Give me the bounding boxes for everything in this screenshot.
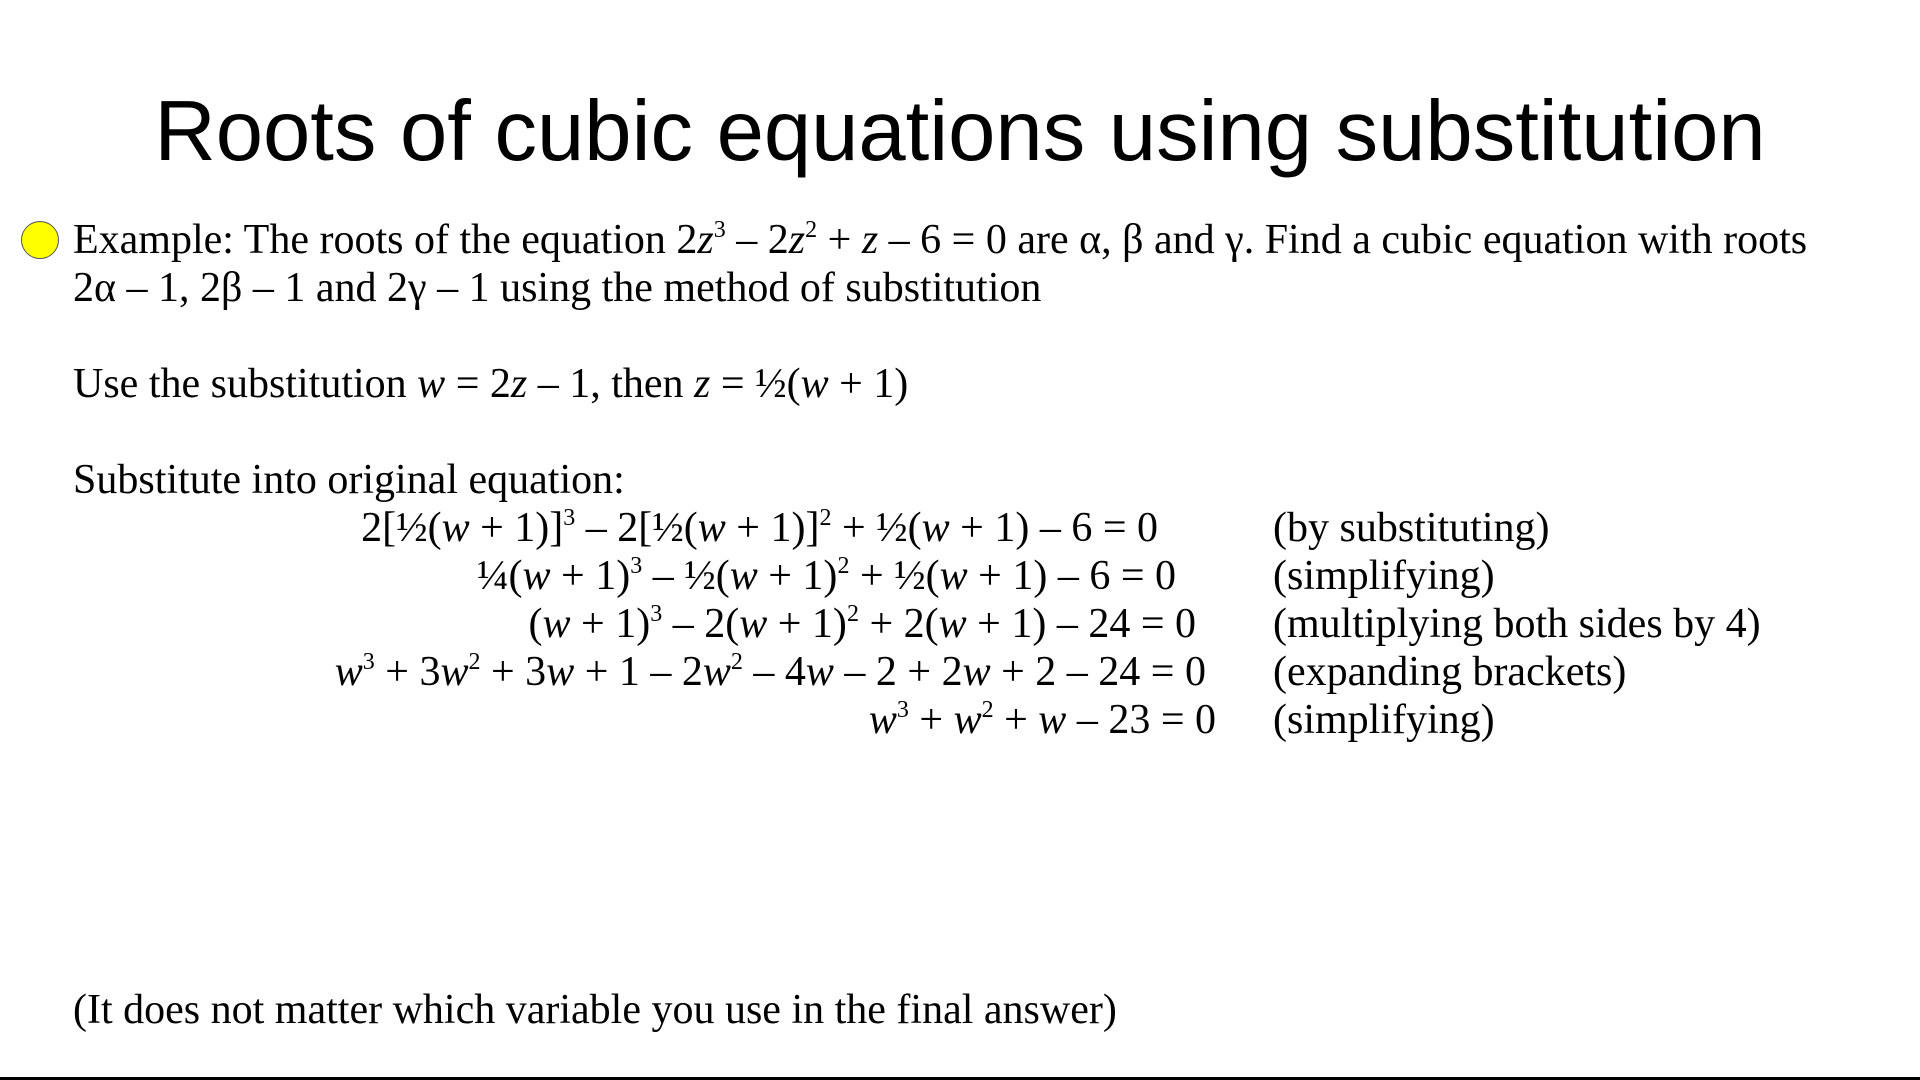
- var-w: w: [800, 361, 829, 407]
- substitution-line: [73, 360, 908, 408]
- equation-step-2: ¼(w + 1)$^3$ – ½(w + 1)$^2$ + ½(w + 1) – 6 = 0: [477, 553, 1176, 599]
- substitution-text: = 2: [445, 361, 511, 407]
- var-w: w: [417, 361, 446, 407]
- substitute-heading: Substitute into original equation:: [73, 457, 625, 503]
- example-text-d: – 6 = 0 are α, β and γ. Find a cubic equation with roots: [878, 217, 1808, 263]
- var-z: z: [788, 217, 806, 263]
- example-line-1: [73, 216, 1807, 264]
- step-note-5: (simplifying): [1273, 697, 1495, 743]
- equation-step-4: $w^3 + 3w^2 + 3w + 1 - 2w^2 - 4w - 2 + 2w + 2 - 24 = 0$: [334, 649, 1206, 695]
- var-z: z: [510, 361, 528, 407]
- substitution-text: – 1, then: [527, 361, 695, 407]
- step-note-3: (multiplying both sides by 4): [1273, 601, 1761, 647]
- equation-step-1: 2[½(w + 1)]$^3$ – 2[½(w + 1)]$^2$ + ½(w + 1) – 6 = 0: [361, 505, 1158, 551]
- example-text-c: +: [817, 217, 862, 263]
- footnote: (It does not matter which variable you use in the final answer): [73, 987, 1117, 1033]
- var-z: z: [861, 217, 879, 263]
- example-text-a: Example: The roots of the equation 2: [73, 217, 698, 263]
- equation-step-3: $(w + 1)^3 - 2(w + 1)^2 + 2(w + 1) - 24 = 0$: [528, 601, 1196, 647]
- example-line-2: 2α – 1, 2β – 1 and 2γ – 1 using the method of substitution: [73, 265, 1042, 311]
- substitution-text: = ½(: [710, 361, 801, 407]
- step-note-1: (by substituting): [1273, 505, 1550, 551]
- substitution-text: + 1): [828, 361, 909, 407]
- substitution-text: Use the substitution: [73, 361, 418, 407]
- exponent: 3: [713, 217, 726, 243]
- slide-title: Roots of cubic equations using substitution: [154, 84, 1766, 179]
- var-z: z: [694, 361, 711, 407]
- equation-step-5: $w^3 + w^2 + w - 23 = 0$: [868, 697, 1216, 743]
- step-note-2: (simplifying): [1273, 553, 1495, 599]
- var-z: z: [697, 217, 714, 263]
- step-note-4: (expanding brackets): [1273, 649, 1627, 695]
- exponent: 2: [805, 217, 818, 243]
- bullet-circle-icon: [21, 221, 59, 259]
- example-text-b: – 2: [725, 217, 789, 263]
